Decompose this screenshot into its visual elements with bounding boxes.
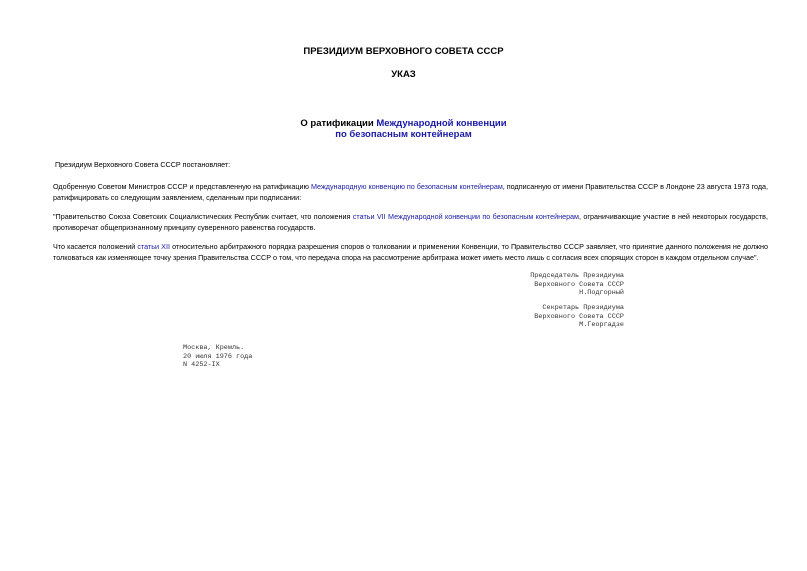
- chairman-name: Н.Подгорный: [579, 289, 624, 297]
- date: 20 июля 1976 года: [183, 352, 253, 361]
- paragraph-arbitration: [53, 241, 768, 263]
- document-type-heading: УКАЗ: [391, 69, 416, 80]
- issuer-heading: ПРЕЗИДИУМ ВЕРХОВНОГО СОВЕТА СССР: [303, 46, 504, 57]
- chairman-signature-block: [530, 272, 624, 298]
- secretary-name: М.Георгадзе: [579, 321, 624, 329]
- paragraph-arbitration-text-b: относительно арбитражного порядка разрешения споров о толковании и применении Конвенции, то Правительство СССР заявляет, что принятие данного положения не должно толковаться как изменяющее точку зрения Правительства СССР о том, что передача спора на рассмотрение арбитража может иметь место лишь с согласия всех спорящих сторон в каждом отдельном случае".: [53, 242, 768, 262]
- convention-link-title-2[interactable]: по безопасным контейнерам: [335, 129, 472, 140]
- subject-line-2: [0, 129, 807, 140]
- paragraph-statement-text-b: , ограничивающие участие в ней некоторых государств, противоречат общепризнанному принципу суверенного равенства государств.: [53, 212, 768, 232]
- subject-line-1: [0, 118, 807, 129]
- paragraph-ratification-text-a: Одобренную Советом Министров СССР и представленную на ратификацию: [53, 182, 311, 191]
- paragraph-resolves: [53, 159, 768, 170]
- paragraph-arbitration-text-a: Что касается положений: [53, 242, 138, 251]
- paragraph-resolves-text: Президиум Верховного Совета СССР постановляет:: [55, 160, 231, 169]
- chairman-title-2: Верховного Совета СССР: [534, 280, 624, 289]
- convention-link-inline[interactable]: Международную конвенцию по безопасным контейнерам: [310, 182, 503, 191]
- decree-number: N 4252-IX: [183, 361, 220, 369]
- secretary-signature-block: [534, 304, 624, 330]
- subject-prefix: О ратификации: [300, 118, 377, 129]
- chairman-title-1: Председатель Президиума: [530, 272, 624, 280]
- place: Москва, Кремль.: [183, 344, 245, 352]
- article-7-link[interactable]: статьи VII Международной конвенции по безопасным контейнерам: [352, 212, 579, 221]
- paragraph-statement: [53, 211, 768, 233]
- convention-link-title-1[interactable]: Международной конвенции: [376, 118, 507, 129]
- article-12-link[interactable]: статьи XII: [137, 242, 170, 251]
- paragraph-ratification: [53, 181, 768, 203]
- paragraph-ratification-text-b: , подписанную от имени Правительства СССР в Лондоне 23 августа 1973 года, ратифицировать со следующим заявлением, сделанным при подписании:: [53, 182, 769, 202]
- secretary-title-1: Секретарь Президиума: [542, 304, 624, 312]
- secretary-title-2: Верховного Совета СССР: [534, 312, 624, 321]
- paragraph-statement-text-a: "Правительство Союза Советских Социалистических Республик считает, что положения: [53, 212, 353, 221]
- place-date-block: [183, 344, 252, 370]
